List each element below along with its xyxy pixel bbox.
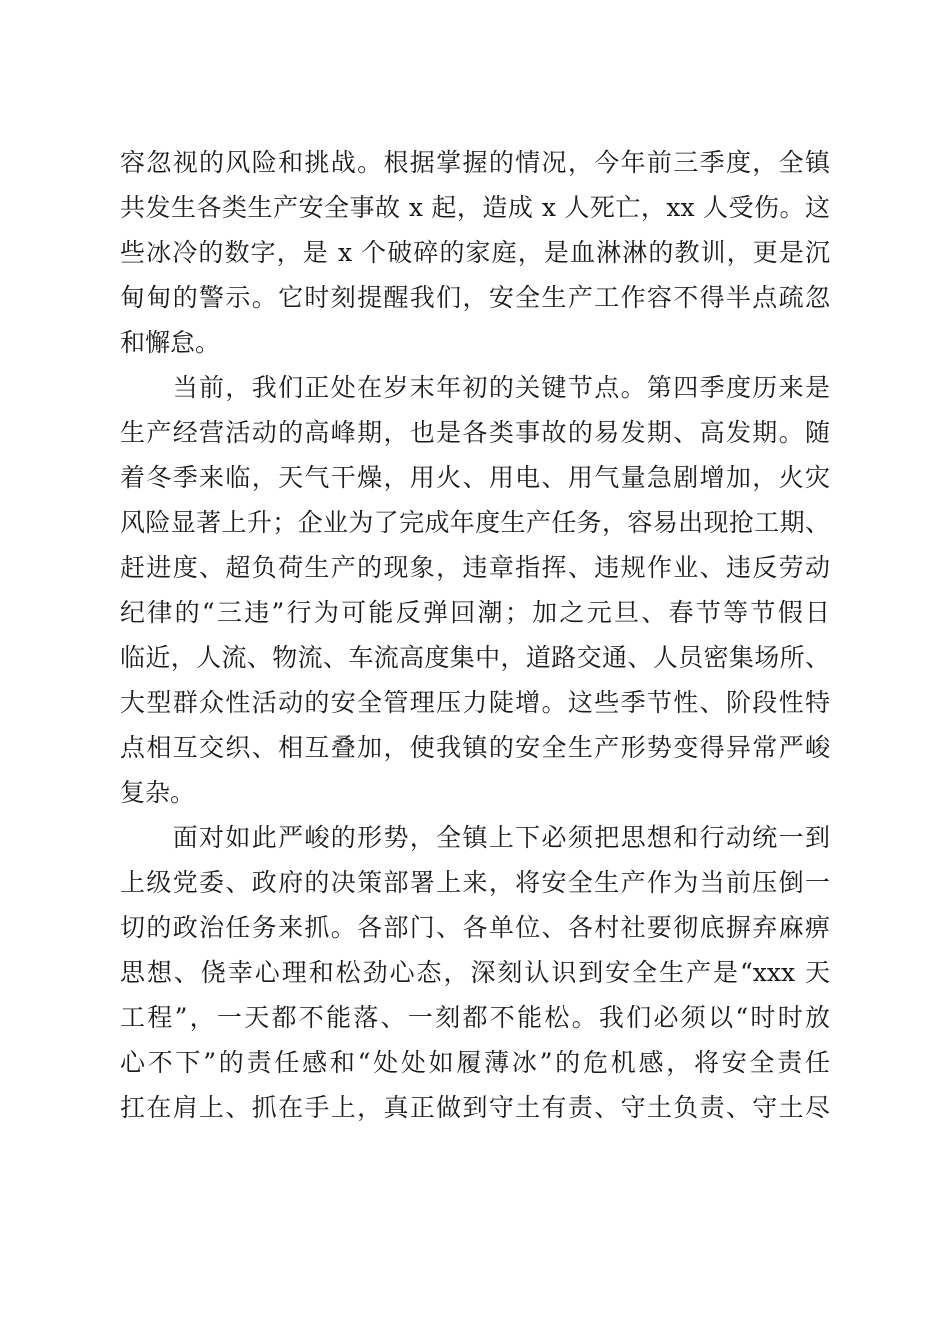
- text-line: 着冬季来临，天气干燥，用火、用电、用气量急剧增加，火灾: [120, 463, 830, 492]
- text-line: 上级党委、政府的决策部署上来，将安全生产作为当前压倒一: [120, 868, 830, 897]
- text-line: 些冰冷的数字，是 x 个破碎的家庭，是血淋淋的教训，更是沉: [120, 238, 830, 267]
- text-line: 当前，我们正处在岁末年初的关键节点。第四季度历来是: [120, 373, 830, 402]
- text-line: 大型群众性活动的安全管理压力陡增。这些季节性、阶段性特: [120, 688, 830, 717]
- paragraph-1: [120, 140, 830, 365]
- body-text: [120, 140, 830, 1130]
- text-line: 赶进度、超负荷生产的现象，违章指挥、违规作业、违反劳动: [120, 553, 830, 582]
- text-line: 临近，人流、物流、车流高度集中，道路交通、人员密集场所、: [120, 643, 830, 672]
- text-line: 切的政治任务来抓。各部门、各单位、各村社要彻底摒弃麻痹: [120, 913, 830, 942]
- text-line: 共发生各类生产安全事故 x 起，造成 x 人死亡，xx 人受伤。这: [120, 193, 830, 222]
- text-line: 生产经营活动的高峰期，也是各类事故的易发期、高发期。随: [120, 418, 830, 447]
- text-line: 工程”，一天都不能落、一刻都不能松。我们必须以“时时放: [120, 1003, 830, 1032]
- paragraph-3: [120, 815, 830, 1130]
- text-line: 扛在肩上、抓在手上，真正做到守土有责、守土负责、守土尽: [120, 1093, 830, 1122]
- text-line: 风险显著上升；企业为了完成年度生产任务，容易出现抢工期、: [120, 508, 830, 537]
- paragraph-2: [120, 365, 830, 815]
- text-line: 面对如此严峻的形势，全镇上下必须把思想和行动统一到: [120, 823, 830, 852]
- text-line: 纪律的“三违”行为可能反弹回潮；加之元旦、春节等节假日: [120, 598, 830, 627]
- text-line: 和懈怠。: [120, 328, 221, 357]
- text-line: 容忽视的风险和挑战。根据掌握的情况，今年前三季度，全镇: [120, 148, 830, 177]
- text-line: 心不下”的责任感和“处处如履薄冰”的危机感，将安全责任: [120, 1048, 830, 1077]
- text-line: 甸甸的警示。它时刻提醒我们，安全生产工作容不得半点疏忽: [120, 283, 830, 312]
- text-line: 点相互交织、相互叠加，使我镇的安全生产形势变得异常严峻: [120, 733, 830, 762]
- text-line: 思想、侥幸心理和松劲心态，深刻认识到安全生产是“xxx 天: [120, 958, 830, 987]
- text-line: 复杂。: [120, 778, 196, 807]
